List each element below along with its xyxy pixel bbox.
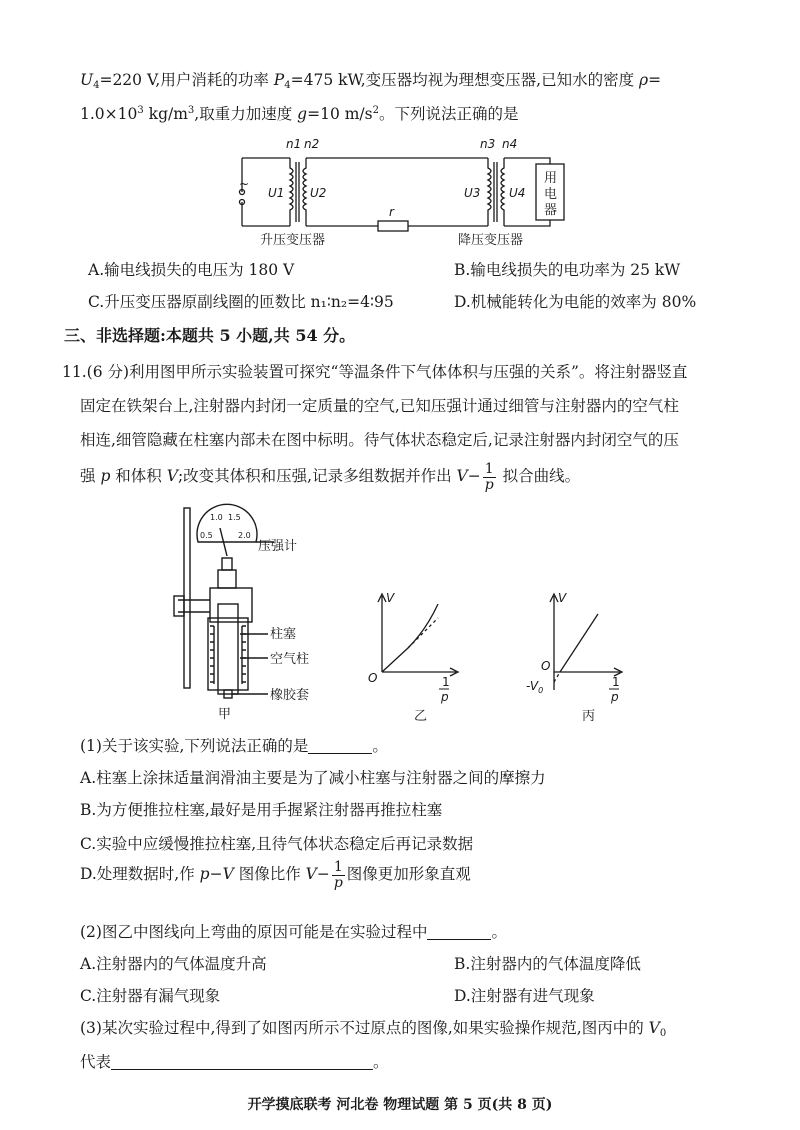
answer-blank[interactable]	[427, 924, 491, 940]
rubber-cap-label: 橡胶套	[270, 688, 310, 703]
label-u3: U3	[464, 186, 481, 200]
superscript: 2	[372, 105, 379, 116]
text: 1.0×10	[80, 105, 138, 123]
text: 和体积	[110, 467, 167, 486]
subscript: 4	[284, 80, 291, 91]
symbol-u: U	[80, 71, 94, 89]
subscript: 0	[659, 1028, 667, 1039]
bing-x-axis-numerator: 1	[612, 675, 620, 689]
q11-part-2-option-a: A.注射器内的气体温度升高	[80, 955, 267, 973]
figure-yi-caption: 乙	[414, 709, 428, 724]
text: (1)关于该实验,下列说法正确的是	[80, 737, 309, 755]
answer-blank[interactable]	[111, 1054, 373, 1070]
text: 。下列说法正确的是	[378, 105, 519, 123]
symbol-v: V	[305, 865, 317, 884]
transmission-circuit-diagram	[230, 136, 570, 248]
q10-option-b: B.输电线损失的电功率为 25 kW	[454, 261, 681, 279]
text: =475 kW,变压器均视为理想变压器,已知水的密度	[290, 71, 640, 89]
text: (3)某次实验过程中,得到了如图丙所示不过原点的图像,如果实验操作规范,图丙中的	[80, 1019, 649, 1037]
q10-given-line-1	[80, 70, 661, 92]
symbol-v: V	[222, 865, 234, 884]
q10-option-c: C.升压变压器原副线圈的匝数比 n₁∶n₂=4∶95	[88, 293, 394, 311]
text: 代表	[80, 1053, 112, 1071]
load-label-3: 器	[544, 203, 558, 218]
step-up-transformer-label: 升压变压器	[260, 233, 326, 248]
text: 。	[491, 923, 507, 941]
figure-bing-graph	[524, 590, 634, 724]
text: −	[209, 865, 223, 884]
gauge-tick-20: 2.0	[238, 531, 251, 540]
symbol-v: V	[648, 1019, 660, 1037]
q11-stem-line-2: 固定在铁架台上,注射器内封闭一定质量的空气,已知压强计通过细管与注射器内的空气柱	[80, 397, 679, 415]
label-u4: U4	[509, 186, 526, 200]
symbol-v: V	[166, 467, 178, 486]
gauge-tick-10: 1.0	[210, 513, 223, 522]
q11-part-1-option-c: C.实验中应缓慢推拉柱塞,且待气体状态稳定后再记录数据	[80, 835, 474, 853]
q11-part-3-question	[80, 1018, 666, 1040]
q10-option-a: A.输电线损失的电压为 180 V	[88, 261, 295, 279]
text: 强	[80, 467, 101, 486]
gauge-tick-05: 0.5	[200, 531, 213, 540]
label-u1: U1	[268, 186, 285, 200]
superscript: 3	[187, 105, 195, 116]
figure-bing-caption: 丙	[582, 709, 596, 724]
symbol-p: P	[273, 71, 285, 89]
plunger-label: 柱塞	[270, 627, 297, 642]
step-down-transformer-label: 降压变压器	[458, 233, 524, 248]
q11-part-2-option-b: B.注射器内的气体温度降低	[454, 955, 641, 973]
page-footer: 开学摸底联考 河北卷 物理试题 第 5 页(共 8 页)	[247, 1097, 553, 1113]
label-n1: n1	[286, 137, 302, 151]
fraction-denominator: p	[333, 874, 343, 891]
q11-part-2-option-d: D.注射器有进气现象	[454, 987, 595, 1005]
yi-x-axis-numerator: 1	[442, 675, 450, 689]
q11-part-2-option-c: C.注射器有漏气现象	[80, 987, 221, 1005]
q11-part-2-question	[80, 922, 507, 942]
bing-origin-label: O	[541, 659, 551, 673]
text: (2)图乙中图线向上弯曲的原因可能是在实验过程中	[80, 923, 428, 941]
symbol-g: g	[297, 105, 308, 123]
label-n2: n2	[304, 137, 320, 151]
answer-blank[interactable]	[308, 738, 372, 754]
yi-origin-label: O	[368, 671, 378, 685]
symbol-v: V	[456, 467, 468, 486]
text: =	[648, 71, 662, 89]
q11-stem-line-1: 11.(6 分)利用图甲所示实验装置可探究“等温条件下气体体积与压强的关系”。将注射器竖直	[62, 363, 688, 381]
bing-v-axis-label: V	[558, 591, 567, 605]
bing-neg-v0-label: $-V_0$	[526, 679, 544, 695]
q11-part-1-option-b: B.为方便推拉柱塞,最好是用手握紧注射器再推拉柱塞	[80, 801, 443, 819]
text: D.处理数据时,作	[80, 865, 200, 884]
yi-v-axis-label: V	[386, 591, 395, 605]
q11-part-1-question	[80, 736, 388, 756]
load-label-2: 电	[544, 187, 558, 202]
yi-x-axis-denominator: p	[441, 690, 449, 704]
text: =220 V,用户消耗的功率	[99, 71, 274, 89]
fraction-numerator: 1	[484, 461, 494, 477]
text: 图像更加形象直观	[346, 865, 471, 884]
q11-stem-line-3: 相连,细管隐藏在柱塞内部未在图中标明。待气体状态稳定后,记录注射器内封闭空气的压	[80, 431, 679, 449]
q11-part-1-option-d	[80, 860, 471, 890]
fraction-numerator: 1	[333, 859, 343, 875]
q10-option-d: D.机械能转化为电能的效率为 80%	[454, 293, 697, 311]
text: 。	[373, 1053, 389, 1071]
section-3-title: 三、非选择题:本题共 5 小题,共 54 分。	[64, 326, 356, 345]
q10-given-line-2	[80, 104, 519, 124]
text: ,取重力加速度	[194, 105, 298, 123]
symbol-p: p	[100, 467, 111, 486]
text: 。	[372, 737, 388, 755]
figure-yi-graph	[368, 590, 468, 724]
text: kg/m	[143, 105, 188, 123]
label-n4: n4	[502, 137, 518, 151]
text: ;改变其体积和压强,记录多组数据并作出	[177, 467, 457, 486]
load-label-1: 用	[544, 171, 558, 186]
symbol-p: p	[199, 865, 210, 884]
label-n3: n3	[480, 137, 496, 151]
figure-jia-caption: 甲	[218, 707, 232, 722]
bing-x-axis-denominator: p	[611, 690, 619, 704]
gauge-label: 压强计	[258, 539, 298, 554]
fraction-denominator: p	[484, 476, 494, 493]
label-r: r	[389, 205, 394, 219]
subscript: 4	[93, 80, 100, 91]
label-u2: U2	[310, 186, 327, 200]
fraction-one-over-p	[483, 462, 496, 492]
text: −	[316, 865, 330, 884]
air-column-label: 空气柱	[270, 652, 310, 667]
q11-stem-line-4	[80, 462, 580, 492]
text: 图像比作	[233, 865, 306, 884]
q11-part-1-option-a: A.柱塞上涂抹适量润滑油主要是为了减小柱塞与注射器之间的摩擦力	[80, 769, 546, 787]
figure-jia-apparatus	[160, 508, 340, 720]
text: =10 m/s	[307, 105, 373, 123]
text: −	[467, 467, 481, 486]
ac-source-symbol: ~	[239, 177, 250, 191]
symbol-rho: ρ	[639, 71, 649, 89]
gauge-tick-15: 1.5	[228, 513, 241, 522]
superscript: 3	[137, 105, 144, 116]
fraction-one-over-p	[332, 860, 345, 890]
q11-part-3-answer-line	[80, 1052, 389, 1072]
text: 拟合曲线。	[497, 467, 581, 486]
